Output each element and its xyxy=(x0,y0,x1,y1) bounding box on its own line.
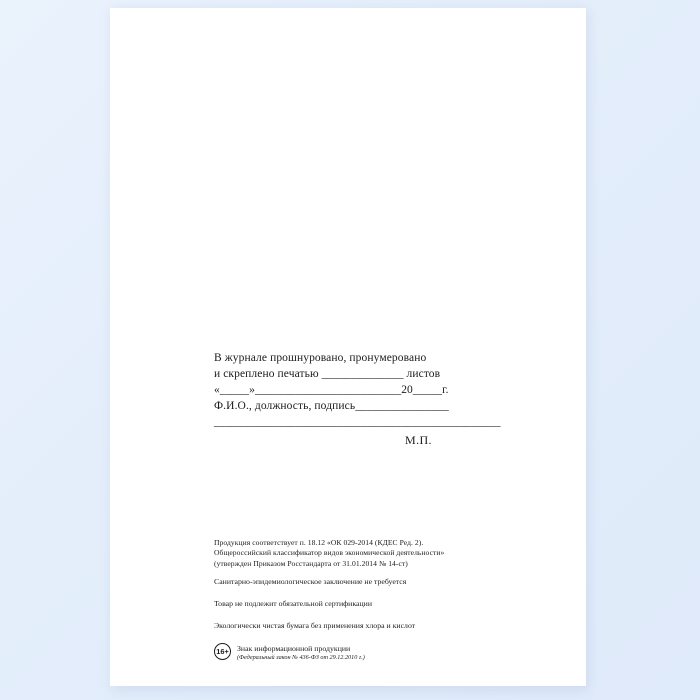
declaration-blank-rule: _________________________________________________ xyxy=(214,416,501,428)
conformity-line-2: Общероссийский классификатор видов экономической деятельности» xyxy=(214,548,445,558)
age-rating-row xyxy=(214,643,544,662)
declaration-signature-line: Ф.И.О., должность, подпись________________ xyxy=(214,400,449,412)
footer-legal-block xyxy=(214,538,544,662)
certification-note: Товар не подлежит обязательной сертификации xyxy=(214,599,372,609)
conformity-line-3: (утвержден Приказом Росстандарта от 31.01.2014 № 14-ст) xyxy=(214,558,408,568)
declaration-line-1: В журнале прошнуровано, пронумеровано xyxy=(214,352,427,364)
conformity-paragraph xyxy=(214,538,544,569)
binding-declaration-block xyxy=(214,350,524,430)
age-rating-law: (Федеральный закон № 436-ФЗ от 29.12.2010 г.) xyxy=(237,653,365,661)
sanitary-note: Санитарно-эпидемиологическое заключение не требуется xyxy=(214,577,407,587)
age-rating-texts xyxy=(237,643,365,662)
conformity-line-1: Продукция соответствует п. 18.12 «ОК 029-2014 (КДЕС Ред. 2). xyxy=(214,538,424,547)
seal-mark: М.П. xyxy=(405,433,432,447)
age-rating-icon: 16+ xyxy=(214,643,231,660)
age-rating-label: Знак информационной продукции xyxy=(237,644,351,654)
paper-note: Экологически чистая бумага без применения хлора и кислот xyxy=(214,621,416,631)
declaration-date-line: «_____»_________________________20_____г. xyxy=(214,384,449,396)
declaration-line-2: и скреплено печатью ______________ листов xyxy=(214,368,441,380)
document-page xyxy=(110,8,586,686)
